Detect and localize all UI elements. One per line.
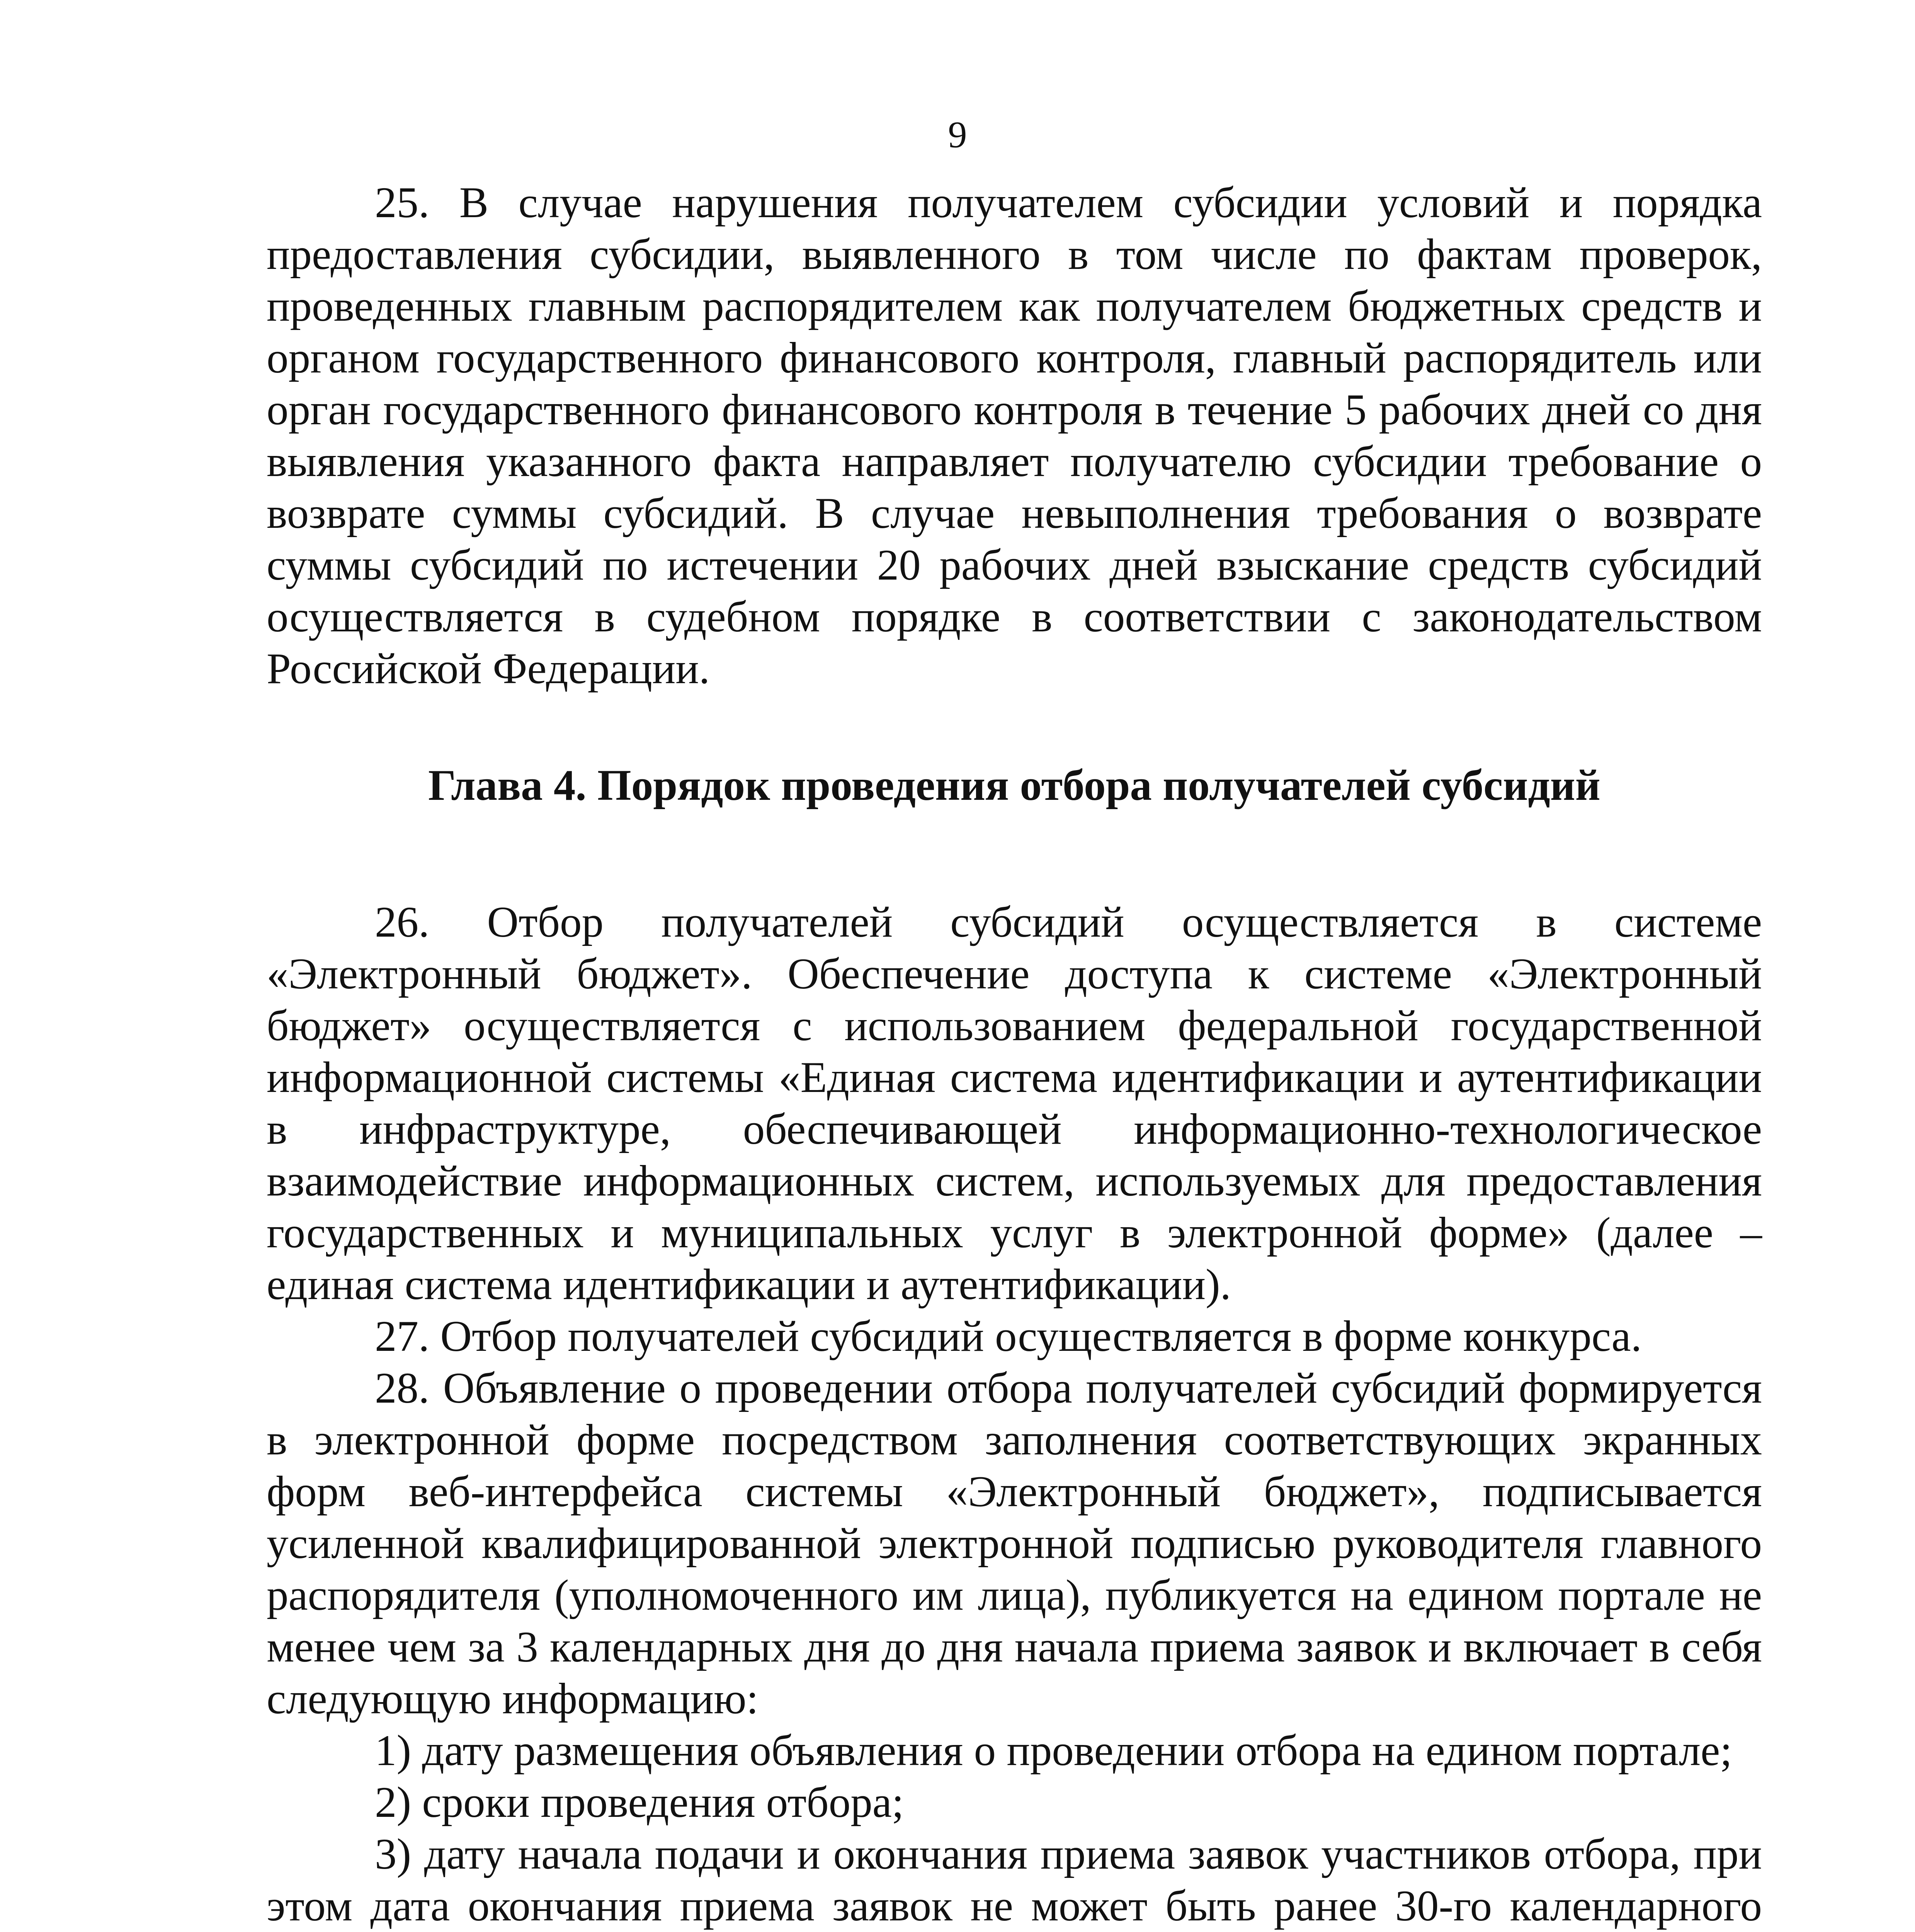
chapter-heading: Глава 4. Порядок проведения отбора получателей субсидий bbox=[428, 761, 1600, 810]
list-item-3: 3) дату начала подачи и окончания приема заявок участников отбора, при этом дата окончания приема заявок не может быть ранее 30-го календарного bbox=[267, 1830, 1762, 1930]
list-item-1: 1) дату размещения объявления о проведении отбора на едином портале; bbox=[375, 1726, 1732, 1775]
paragraph-27: 27. Отбор получателей субсидий осуществляется в форме конкурса. bbox=[375, 1312, 1642, 1361]
page-number: 9 bbox=[948, 114, 967, 156]
list-item-2: 2) сроки проведения отбора; bbox=[375, 1778, 904, 1827]
paragraph-28: 28. Объявление о проведении отбора получателей субсидий формируется в электронной форме посредством заполнения соответствующих экранных форм веб-интерфейса системы «Электронный бюджет», подписывается усиленной квалифицированной электронной подписью руководителя главного распорядителя (уполномоченного им лица), публикуется на едином портале не менее чем за 3 календарных дня до дня начала приема заявок и включает в себя следующую информацию: bbox=[267, 1364, 1762, 1723]
paragraph-26: 26. Отбор получателей субсидий осуществляется в системе «Электронный бюджет». Обеспечение доступа к системе «Электронный бюджет» осуществляется с использованием федеральной государственной информационной системы «Единая система идентификации и аутентификации в инфраструктуре, обеспечивающей информационно-технологическое взаимодействие информационных систем, используемых для предоставления государственных и муниципальных услуг в электронной форме» (далее – единая система идентификации и аутентификации). bbox=[267, 898, 1762, 1309]
document-body bbox=[267, 177, 1762, 1932]
paragraph-25: 25. В случае нарушения получателем субсидии условий и порядка предоставления субсидии, выявленного в том числе по фактам проверок, проведенных главным распорядителем как получателем бюджетных средств и органом государственного финансового контроля, главный распорядитель или орган государственного финансового контроля в течение 5 рабочих дней со дня выявления указанного факта направляет получателю субсидии требование о возврате суммы субсидий. В случае невыполнения требования о возврате суммы субсидий по истечении 20 рабочих дней взыскание средств субсидий осуществляется в судебном порядке в соответствии с законодательством Российской Федерации. bbox=[267, 179, 1762, 693]
